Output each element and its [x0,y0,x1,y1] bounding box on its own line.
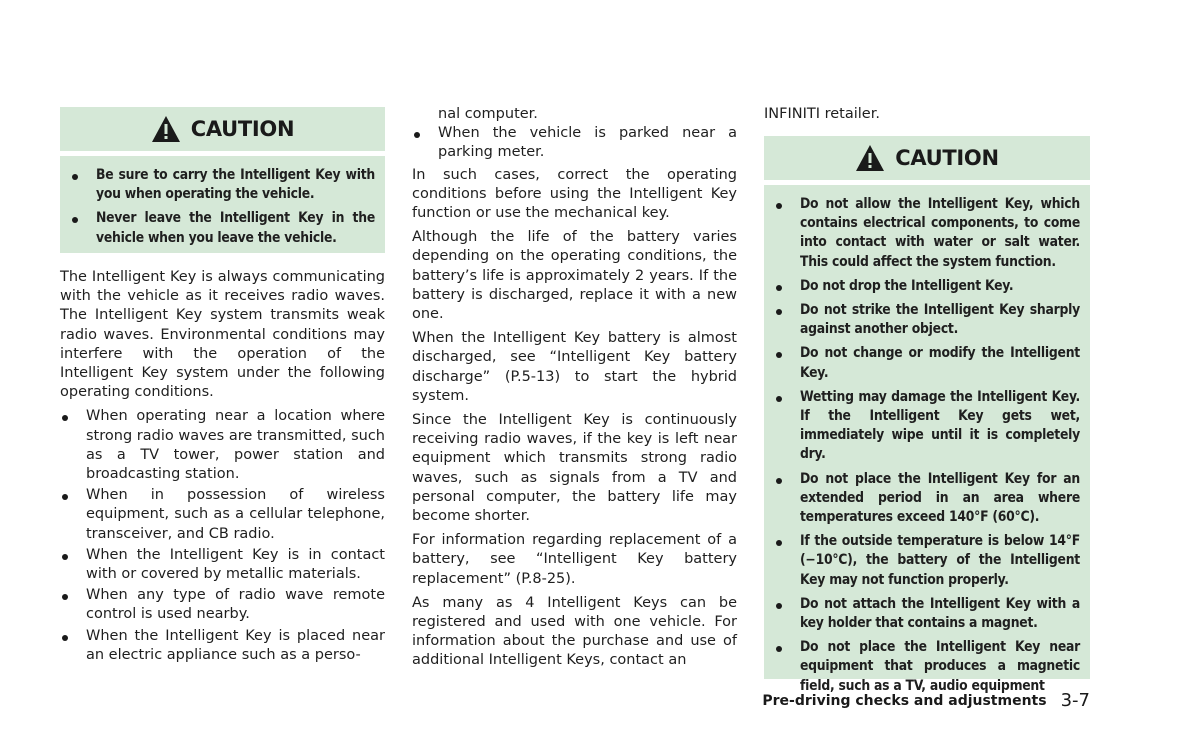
caution-box-2 [764,136,1090,694]
section-title: Pre-driving checks and adjustments [762,692,1047,709]
caution-header [764,136,1090,180]
paragraph: Although the life of the battery varies depending on the operating conditions, the battery’s life is approximately 2 years. If the battery is discharged, replace it with a new one. [412,229,737,323]
caution-list [60,156,385,259]
caution-item: Do not change or modify the Intelligent Key. [774,344,1080,382]
condition-item: When the vehicle is parked near a parking meter. [412,124,737,162]
paragraph: Since the Intelligent Key is continuously receiving radio waves, if the key is left near equipment which transmits strong radio waves, such as signals from a TV and personal computer, the battery life may become shorter. [412,412,737,525]
caution-item: Do not attach the Intelligent Key with a key holder that contains a magnet. [774,595,1080,633]
paragraph: When the Intelligent Key battery is almost discharged, see “Intelligent Key battery discharge” (P.5-13) to start the hybrid system. [412,330,737,404]
caution-item: Do not place the Intelligent Key for an extended period in an area where temperatures exceed 140°F (60°C). [774,470,1080,528]
condition-item: When operating near a location where strong radio waves are transmitted, such as a TV tower, power station and broadcasting station. [60,407,385,484]
caution-box-1 [60,107,385,253]
caution-item: Do not drop the Intelligent Key. [774,277,1080,296]
caution-title: CAUTION [895,146,999,170]
paragraph: As many as 4 Intelligent Keys can be registered and used with one vehicle. For information about the purchase and use of additional Intelligent Keys, contact an [412,594,737,669]
caution-title: CAUTION [190,117,295,141]
caution-header [60,107,385,151]
condition-item: When the Intelligent Key is in contact with or covered by metallic materials. [60,546,385,584]
warning-icon [855,144,885,172]
continuation-text: INFINITI retailer. [764,106,880,122]
caution-item: Do not place the Intelligent Key near equipment that produces a magnetic field, such as a TV, audio equipment [774,638,1080,696]
continuation-text: nal computer. [438,106,538,122]
condition-item: When any type of radio wave remote control is used nearby. [60,586,385,624]
condition-list [60,407,385,665]
paragraph: For information regarding replacement of a battery, see “Intelligent Key battery replacement” (P.8-25). [412,532,737,587]
paragraph: In such cases, correct the operating conditions before using the Intelligent Key function or use the mechanical key. [412,166,737,222]
caution-item: Be sure to carry the Intelligent Key with you when operating the vehicle. [70,166,375,204]
warning-icon [151,115,181,143]
caution-list [764,185,1090,707]
caution-item: Do not strike the Intelligent Key sharply against another object. [774,301,1080,339]
caution-item: Never leave the Intelligent Key in the vehicle when you leave the vehicle. [70,209,375,247]
page-number: 3-7 [1060,690,1090,711]
condition-item: When the Intelligent Key is placed near an electric appliance such as a perso- [60,627,385,665]
page-footer [762,690,1090,711]
condition-item: When in possession of wireless equipment, such as a cellular telephone, transceiver, and CB radio. [60,486,385,544]
caution-item: Wetting may damage the Intelligent Key. If the Intelligent Key gets wet, immediately wipe until it is completely dry. [774,388,1080,465]
caution-item: Do not allow the Intelligent Key, which contains electrical components, to come into contact with water or salt water. This could affect the system function. [774,195,1080,272]
condition-list [412,124,737,162]
intro-paragraph: The Intelligent Key is always communicating with the vehicle as it receives radio waves. The Intelligent Key system transmits weak radio waves. Environmental conditions may interfere with the operation of the Intelligent Key system under the following operating conditions. [60,269,385,401]
caution-item: If the outside temperature is below 14°F (−10°C), the battery of the Intelligent Key may not function properly. [774,532,1080,590]
